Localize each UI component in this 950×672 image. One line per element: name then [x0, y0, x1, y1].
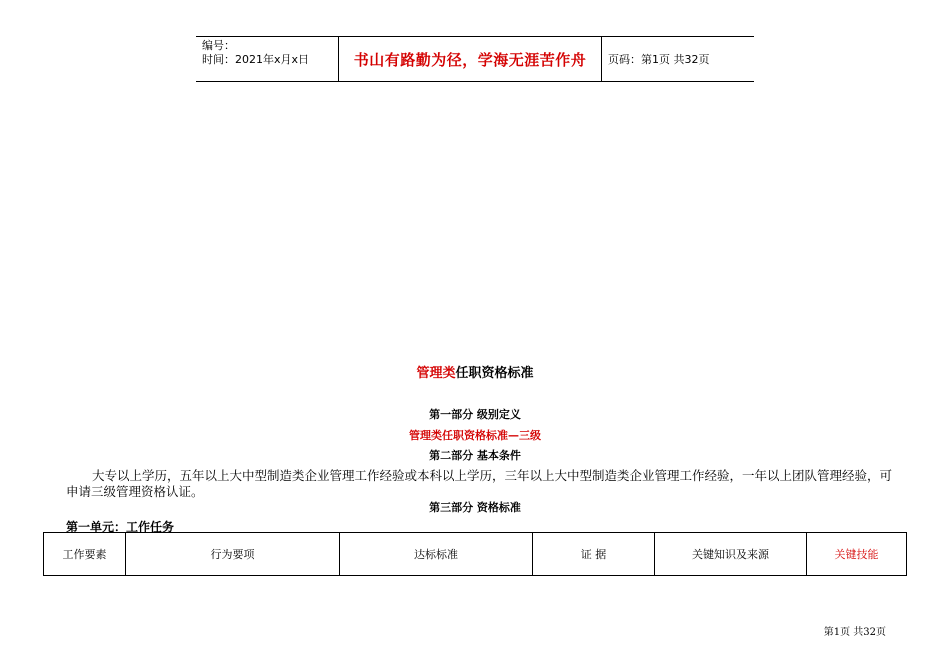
- part2-heading: 第二部分 基本条件: [429, 449, 521, 462]
- col-key-knowledge: 关键知识及来源: [655, 533, 807, 575]
- page-footer: 第1页 共32页: [823, 627, 886, 638]
- document-title: [0, 362, 950, 381]
- header-page-info: 页码：第1页 共32页: [608, 53, 710, 66]
- part3-heading: 第三部分 资格标准: [429, 501, 521, 514]
- document-date: 时间：2021年x月x日: [202, 53, 310, 66]
- title-red-part: 管理类: [416, 366, 456, 381]
- title-black-part: 任职资格标准: [455, 366, 534, 381]
- header-meta: [196, 37, 339, 81]
- col-standards: 达标标准: [340, 533, 533, 575]
- part1-heading: 第一部分 级别定义: [429, 408, 521, 421]
- col-work-element: 工作要素: [44, 533, 126, 575]
- page-header: [196, 36, 754, 82]
- col-behavior-items: 行为要项: [126, 533, 340, 575]
- document-number: 编号：: [202, 39, 235, 52]
- col-evidence: 证 据: [533, 533, 655, 575]
- col-key-skills: 关键技能: [834, 548, 879, 561]
- standards-table-header: [43, 532, 907, 576]
- level-title: 管理类任职资格标准—三级: [409, 429, 541, 442]
- conditions-paragraph: 大专以上学历，五年以上大中型制造类企业管理工作经验或本科以上学历，三年以上大中型制造类企业管理工作经验，一年以上团队管理经验，可申请三级管理资格认证。: [66, 468, 893, 499]
- unit-title: 第一单元：工作任务: [66, 520, 175, 534]
- header-motto: 书山有路勤为径，学海无涯苦作舟: [339, 37, 602, 81]
